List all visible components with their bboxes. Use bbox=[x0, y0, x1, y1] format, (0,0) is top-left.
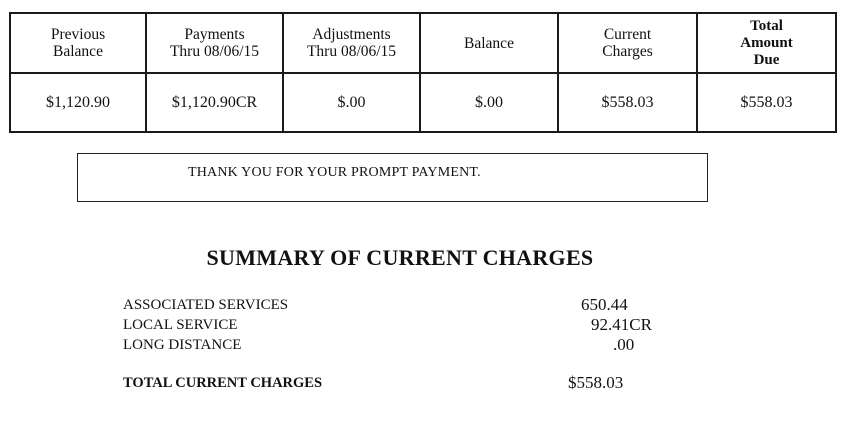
summary-item-associated-services bbox=[123, 297, 683, 316]
summary-item-amount: .00 bbox=[613, 335, 635, 354]
previous-balance-value: $1,120.90 bbox=[10, 73, 146, 132]
summary-item-label: LONG DISTANCE bbox=[123, 337, 242, 353]
summary-item-long-distance bbox=[123, 337, 683, 356]
total-amount-due-value: $558.03 bbox=[697, 73, 836, 132]
header-line: Thru 08/06/15 bbox=[306, 43, 397, 60]
summary-item-label: LOCAL SERVICE bbox=[123, 317, 238, 333]
balance-value: $.00 bbox=[420, 73, 558, 132]
summary-item-local-service bbox=[123, 317, 683, 336]
payment-message: THANK YOU FOR YOUR PROMPT PAYMENT. bbox=[188, 165, 481, 180]
balance-header-row bbox=[10, 13, 836, 73]
adjustments-header bbox=[283, 13, 420, 73]
header-line: Balance bbox=[464, 34, 514, 52]
summary-total-row bbox=[123, 375, 683, 394]
header-line: Current bbox=[603, 26, 652, 43]
header-line: Payments bbox=[184, 26, 245, 43]
payments-header bbox=[146, 13, 283, 73]
balance-header bbox=[420, 13, 558, 73]
header-line: Previous bbox=[50, 26, 106, 43]
summary-item-amount: 650.44 bbox=[581, 295, 628, 314]
balance-value-row bbox=[10, 73, 836, 132]
summary-item-label: ASSOCIATED SERVICES bbox=[123, 297, 289, 313]
summary-total-label: TOTAL CURRENT CHARGES bbox=[123, 375, 323, 391]
balance-summary-table bbox=[9, 12, 837, 133]
summary-total-amount: $558.03 bbox=[568, 373, 624, 392]
current-charges-header bbox=[558, 13, 697, 73]
adjustments-value: $.00 bbox=[283, 73, 420, 132]
previous-balance-header bbox=[10, 13, 146, 73]
summary-item-amount: 92.41CR bbox=[591, 315, 652, 334]
header-line: Amount bbox=[740, 34, 793, 51]
current-charges-value: $558.03 bbox=[558, 73, 697, 132]
header-line: Total bbox=[750, 17, 783, 34]
summary-title: SUMMARY OF CURRENT CHARGES bbox=[206, 245, 594, 270]
payments-value: $1,120.90CR bbox=[146, 73, 283, 132]
total-amount-due-header bbox=[697, 13, 836, 73]
payment-message-box bbox=[77, 153, 708, 202]
header-line: Due bbox=[753, 51, 780, 68]
header-line: Adjustments bbox=[312, 26, 391, 43]
header-line: Thru 08/06/15 bbox=[169, 43, 260, 60]
header-line: Balance bbox=[53, 43, 103, 60]
header-line: Charges bbox=[602, 43, 653, 60]
